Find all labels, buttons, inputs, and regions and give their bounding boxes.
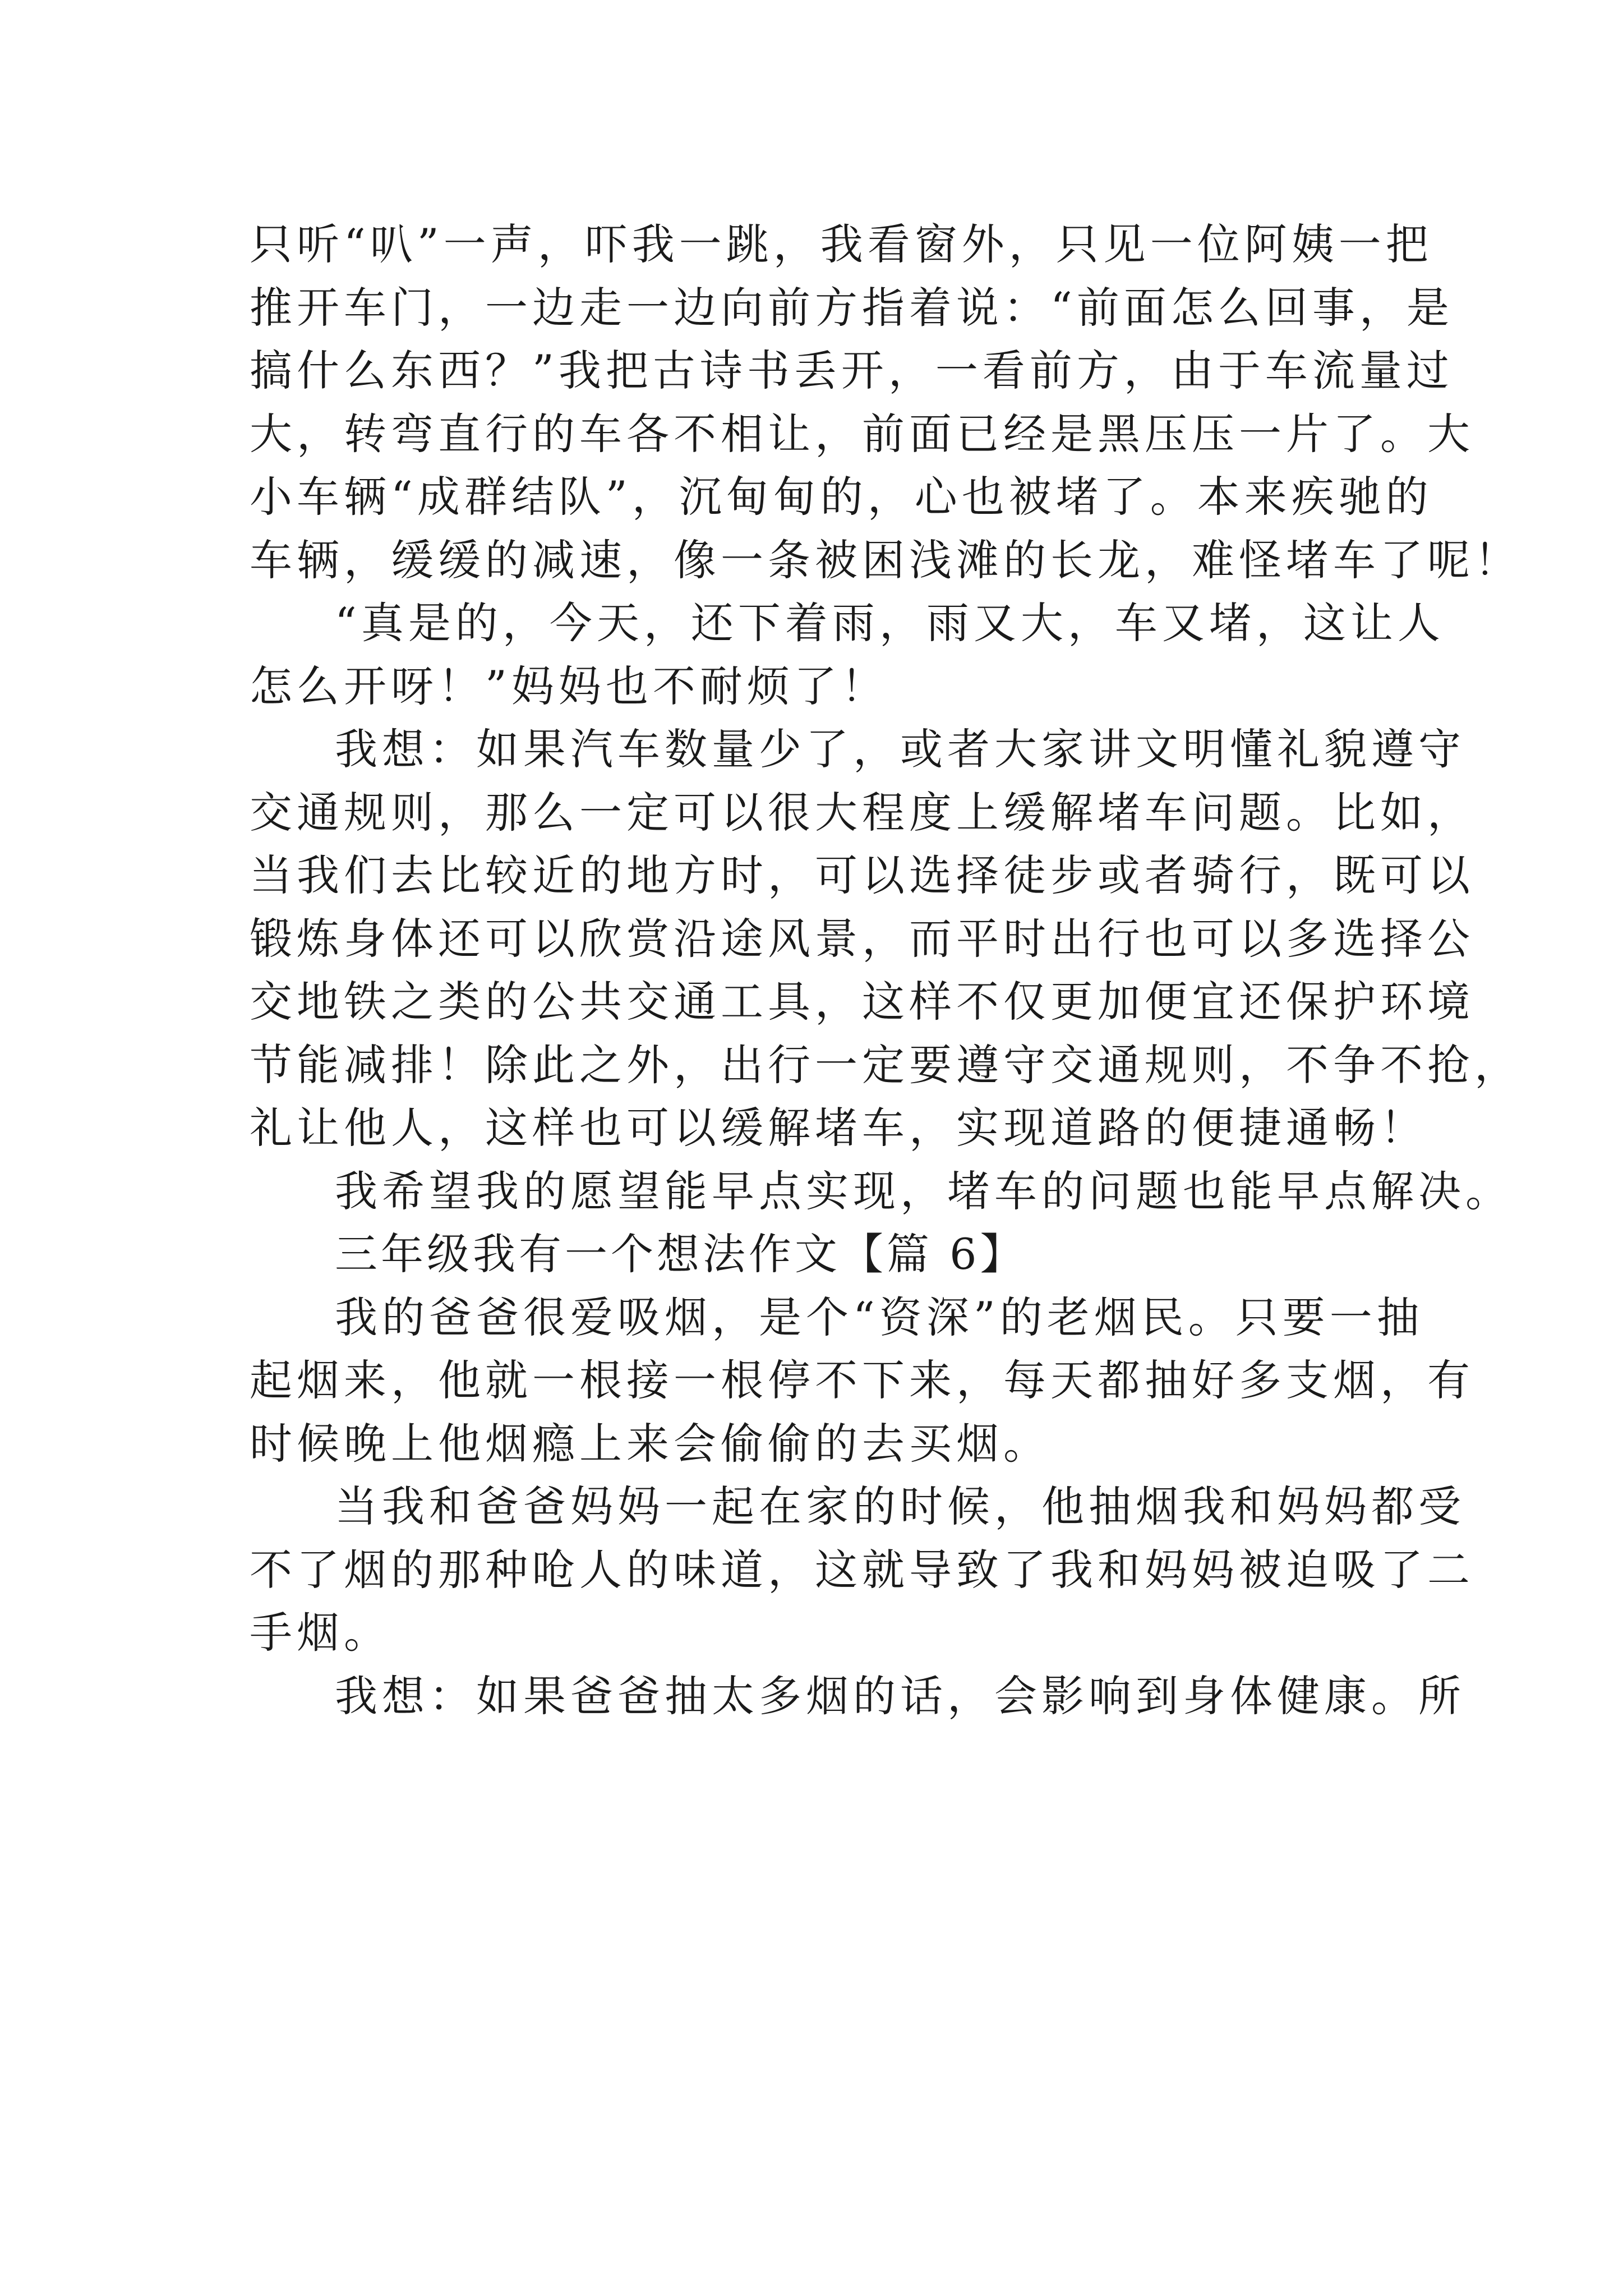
- text-line: 时候晚上他烟瘾上来会偷偷的去买烟。: [250, 1418, 1050, 1469]
- text-line: 交通规则，那么一定可以很大程度上缓解堵车问题。比如，: [250, 787, 1474, 838]
- text-line: 车辆，缓缓的减速，像一条被困浅滩的长龙，难怪堵车了呢！: [250, 535, 1521, 585]
- text-line: 手烟。: [250, 1608, 391, 1658]
- text-line: 怎么开呀！”妈妈也不耐烦了！: [250, 661, 888, 711]
- text-line: 交地铁之类的公共交通工具，这样不仅更加便宜还保护环境: [250, 977, 1474, 1027]
- paragraph-first-line: 我想：如果爸爸抽太多烟的话，会影响到身体健康。所: [335, 1671, 1465, 1721]
- text-line: 锻炼身体还可以欣赏沿途风景，而平时出行也可以多选择公: [250, 913, 1474, 964]
- text-line: 搞什么东西？”我把古诗书丢开，一看前方，由于车流量过: [250, 346, 1454, 395]
- text-line: 节能减排！除此之外，出行一定要遵守交通规则，不争不抢，: [250, 1039, 1521, 1090]
- text-line: 推开车门，一边走一边向前方指着说：“前面怎么回事，是: [250, 282, 1454, 333]
- text-line: 小车辆“成群结队”，沉甸甸的，心也被堵了。本来疾驰的: [250, 472, 1433, 522]
- paragraph-first-line: 我希望我的愿望能早点实现，堵车的问题也能早点解决。: [335, 1166, 1513, 1216]
- paragraph-first-line: 我想：如果汽车数量少了，或者大家讲文明懂礼貌遵守: [335, 724, 1465, 774]
- document-body: [250, 213, 1521, 1728]
- paragraph-first-line: 我的爸爸很爱吸烟，是个“资深”的老烟民。只要一抽: [335, 1292, 1424, 1342]
- text-line: 只听“叭”一声，吓我一跳，我看窗外，只见一位阿姨一把: [250, 219, 1433, 269]
- text-line: 当我们去比较近的地方时，可以选择徒步或者骑行，既可以: [250, 850, 1474, 900]
- text-line: 大，转弯直行的车各不相让，前面已经是黑压压一片了。大: [250, 408, 1474, 459]
- paragraph-first-line: 当我和爸爸妈妈一起在家的时候，他抽烟我和妈妈都受: [335, 1481, 1465, 1531]
- text-line: 不了烟的那种呛人的味道，这就导致了我和妈妈被迫吸了二: [250, 1544, 1474, 1595]
- text-line: 礼让他人，这样也可以缓解堵车，实现道路的便捷通畅！: [250, 1103, 1427, 1153]
- paragraph-first-line: “真是的，今天，还下着雨，雨又大，车又堵，这让人: [335, 598, 1445, 648]
- text-line: 起烟来，他就一根接一根停不下来，每天都抽好多支烟，有: [250, 1355, 1474, 1405]
- section-heading: 三年级我有一个想法作文【篇 6】: [335, 1229, 1026, 1279]
